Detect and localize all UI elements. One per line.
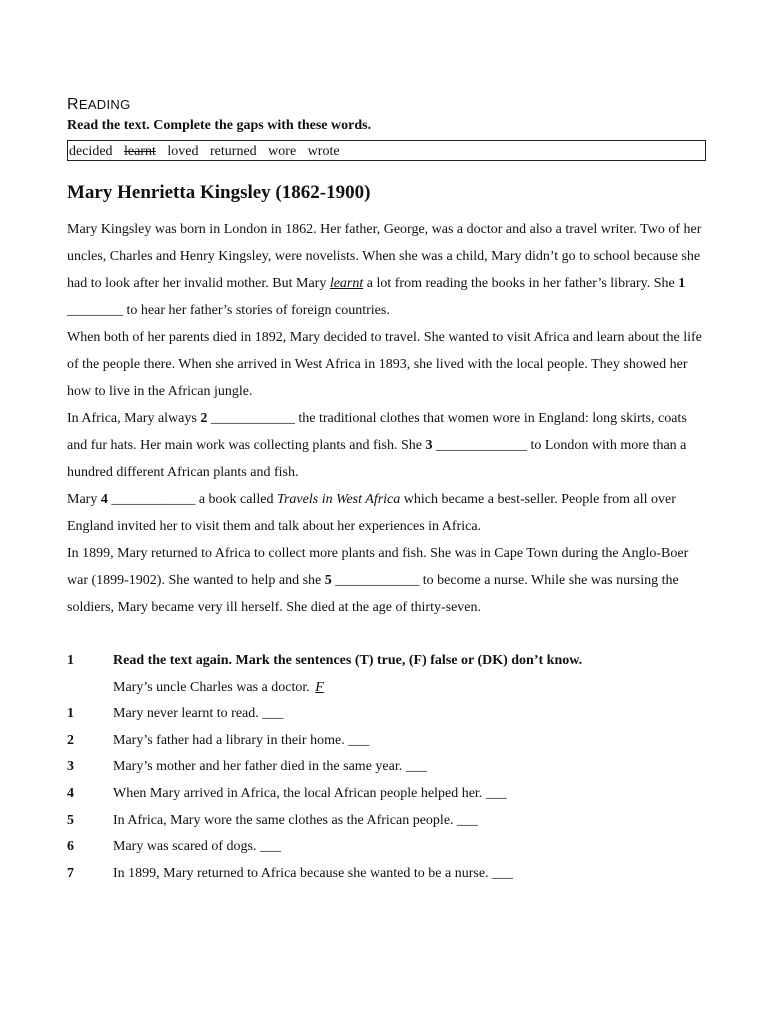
section-heading xyxy=(67,94,707,116)
paragraph-2: When both of her parents died in 1892, Mary decided to travel. She wanted to visit Africa and learn about the life of the people there. When she arrived in West Africa in 1893, she lived with the local people. They showed her how to live in the African jungle. xyxy=(67,330,702,399)
item-sentence: In 1899, Mary returned to Africa because she wanted to be a nurse. ___ xyxy=(113,865,514,881)
word-learnt-struck: learnt xyxy=(124,144,156,159)
example-text: Mary’s uncle Charles was a doctor. xyxy=(113,679,314,695)
item-number: 2 xyxy=(67,732,74,748)
p4-text-a: Mary xyxy=(67,492,101,507)
p5-text-a: In 1899, Mary returned to Africa to collect more plants and fish. She was in Cape Town during the Anglo-Boer war (1899-1902). She wanted to help and she xyxy=(67,546,689,588)
p4-text-c: which became a best-seller. People from all over England invited her to visit them and talk about her experiences in Africa. xyxy=(67,492,676,534)
gap-blank-5[interactable]: ____________ xyxy=(331,573,423,588)
section-heading-rest: EADING xyxy=(78,97,131,112)
exercise-example xyxy=(67,675,707,702)
section-heading-initial: R xyxy=(67,96,79,113)
exercise-item[interactable] xyxy=(67,701,707,728)
exercise-item[interactable] xyxy=(67,834,707,861)
exercise-number: 1 xyxy=(67,653,74,668)
item-number: 1 xyxy=(67,706,74,722)
exercise-header xyxy=(67,648,707,675)
word-box xyxy=(67,140,706,161)
item-sentence: Mary’s mother and her father died in the same year. ___ xyxy=(113,759,427,775)
true-false-exercise xyxy=(67,648,707,887)
item-number: 5 xyxy=(67,812,74,828)
paragraph-3 xyxy=(67,405,707,486)
word-decided: decided xyxy=(69,144,113,159)
word-returned: returned xyxy=(210,144,257,159)
item-sentence: Mary never learnt to read. ___ xyxy=(113,706,284,722)
example-answer-learnt: learnt xyxy=(329,276,364,291)
exercise-instruction: Read the text again. Mark the sentences (T) true, (F) false or (DK) don’t know. xyxy=(113,653,583,668)
gap-number-4: 4 xyxy=(100,492,108,507)
paragraph-5 xyxy=(67,540,707,621)
p4-text-b: a book called xyxy=(198,492,277,507)
item-sentence: Mary was scared of dogs. ___ xyxy=(113,839,281,855)
p1-text-a: Mary Kingsley was born in London in 1862. Her father, George, was a doctor and also a travel writer. Two of her uncles, Charles and Henry Kingsley, were novelists. When she was a child, Mary didn’t go to school because she had to look after her invalid mother. But Mary xyxy=(67,222,702,291)
p3-text-a: In Africa, Mary always xyxy=(67,411,201,426)
p3-text-b: the traditional clothes that women wore in England: long skirts, coats and fur hats. Her main work was collecting plants and fish. She xyxy=(67,411,687,453)
item-sentence: In Africa, Mary wore the same clothes as the African people. ___ xyxy=(113,812,479,828)
p5-text-b: to become a nurse. While she was nursing the soldiers, Mary became very ill herself. She died at the age of thirty-seven. xyxy=(67,573,679,615)
gap-number-2: 2 xyxy=(200,411,208,426)
example-sentence xyxy=(113,675,326,701)
gap-blank-1[interactable]: ________ xyxy=(67,303,127,318)
item-number: 4 xyxy=(67,785,74,801)
gap-blank-2[interactable]: ____________ xyxy=(207,411,299,426)
word-wrote: wrote xyxy=(307,144,340,159)
exercise-item[interactable] xyxy=(67,861,707,888)
gap-number-5: 5 xyxy=(324,573,332,588)
gap-blank-4[interactable]: ____________ xyxy=(107,492,199,507)
word-loved: loved xyxy=(167,144,199,159)
p1-text-c: to hear her father’s stories of foreign countries. xyxy=(126,303,390,318)
reading-instruction: Read the text. Complete the gaps with these words. xyxy=(67,118,372,133)
example-answer: F xyxy=(315,679,324,695)
gap-number-1: 1 xyxy=(678,276,686,291)
item-number: 6 xyxy=(67,839,74,855)
gap-blank-3[interactable]: _____________ xyxy=(432,438,531,453)
word-wore: wore xyxy=(268,144,297,159)
p3-text-c: to London with more than a hundred different African plants and fish. xyxy=(67,438,687,480)
item-sentence: Mary’s father had a library in their home. ___ xyxy=(113,732,370,748)
reading-passage xyxy=(67,216,707,621)
p1-text-b: a lot from reading the books in her father’s library. She xyxy=(363,276,679,291)
paragraph-1 xyxy=(67,216,707,324)
item-number: 3 xyxy=(67,759,74,775)
paragraph-4 xyxy=(67,486,707,540)
item-sentence: When Mary arrived in Africa, the local African people helped her. ___ xyxy=(113,785,507,801)
item-number: 7 xyxy=(67,865,74,881)
gap-number-3: 3 xyxy=(425,438,433,453)
book-title: Travels in West Africa xyxy=(276,492,401,507)
exercise-item[interactable] xyxy=(67,781,707,808)
worksheet-page xyxy=(67,94,707,887)
exercise-item[interactable] xyxy=(67,808,707,835)
exercise-item[interactable] xyxy=(67,754,707,781)
passage-title: Mary Henrietta Kingsley (1862-1900) xyxy=(67,182,371,203)
exercise-item[interactable] xyxy=(67,728,707,755)
